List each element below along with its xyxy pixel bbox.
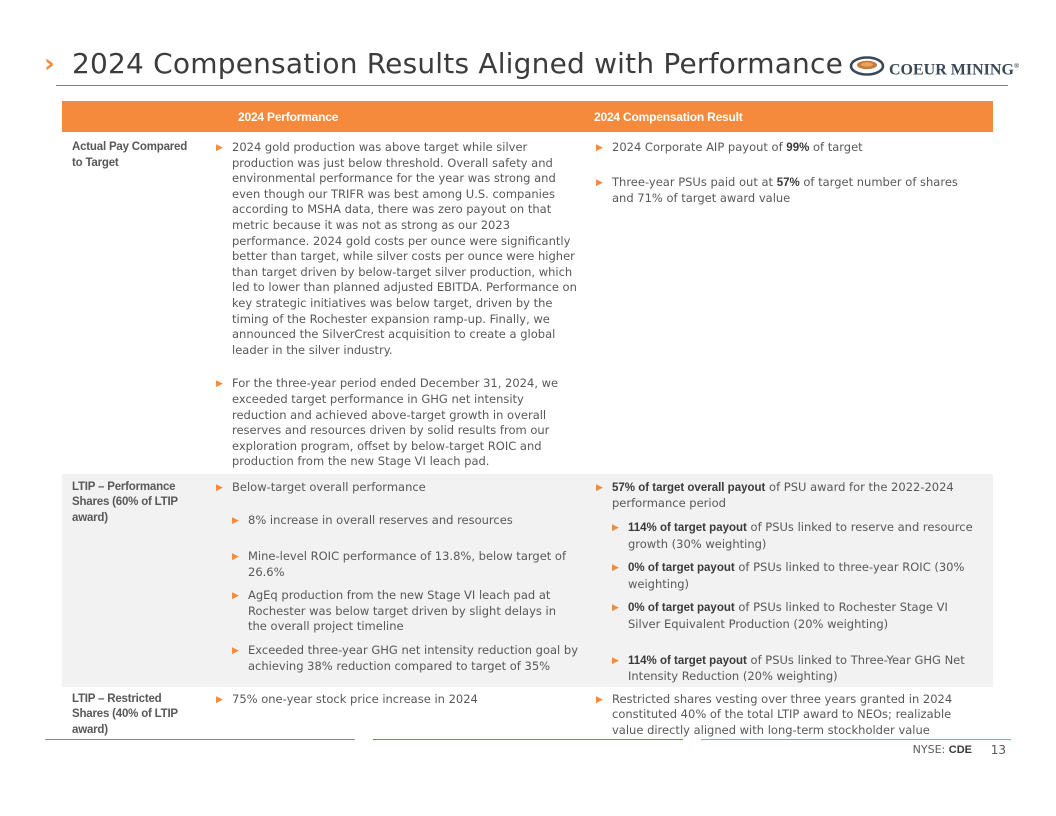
bullet-item: ▶ Restricted shares vesting over three years granted in 2024 constituted 40% of the total LTIP award to NEOs; realizable value directly aligned with long-term stockholder value (596, 692, 981, 739)
compensation-table (62, 101, 993, 739)
chevron-right-icon: › (44, 49, 55, 79)
footer-divider (701, 739, 1011, 740)
table-row-performance-shares (62, 474, 993, 687)
slide-header (42, 44, 1020, 86)
result-cell (592, 474, 993, 687)
bullet-item: ▶ 57% of target overall payout of PSU award for the 2022-2024 performance period (596, 480, 981, 512)
footer-divider (45, 739, 355, 740)
page-title: 2024 Compensation Results Aligned with Performance (72, 47, 844, 80)
result-cell (592, 132, 993, 474)
bullet-item: ▶ For the three-year period ended December 31, 2024, we exceeded target performance in GHG net intensity reduction and achieved above-target growth in overall reserves and resources driven by solid results from our exploration program, offset by below-target ROIC and production from the new Stage VI leach pad. (216, 376, 578, 470)
logo-emblem-icon (849, 52, 885, 78)
bullet-item: ▶ Three-year PSUs paid out at 57% of target number of shares and 71% of target award value (596, 175, 981, 207)
performance-cell (212, 132, 592, 474)
column-header-result: 2024 Compensation Result (592, 101, 993, 132)
registered-mark: ® (1013, 62, 1020, 70)
row-label: Actual Pay Compared to Target (72, 141, 188, 169)
result-cell (592, 687, 993, 739)
slide-footer (860, 743, 1008, 759)
logo-wordmark: COEUR MINING (889, 61, 1014, 79)
ticker-symbol: CDE (948, 744, 972, 756)
coeur-mining-logo (849, 52, 1020, 80)
row-label: LTIP – Restricted Shares (40% of LTIP award) (72, 692, 178, 736)
bullet-item: ▶ 2024 gold production was above target while silver production was just below threshold. Overall safety and environmental performance for the year was strong and even though our TRIFR was best among U.S. companies according to MSHA data, there was zero payout on that metric because it was not as strong as our 2023 performance. 2024 gold costs per ounce were significantly better than target, while silver costs per ounce were higher than target driven by below-target silver production, which led to lower than planned adjusted EBITDA. Performance on key strategic initiatives was below target, driven by the timing of the Rochester expansion ramp-up. Finally, we announced the SilverCrest acquisition to create a global leader in the silver industry. (216, 140, 578, 358)
column-header-blank (62, 101, 212, 132)
sub-bullet-item: ▶ Mine-level ROIC performance of 13.8%, below target of 26.6% (232, 549, 578, 580)
sub-bullet-item: ▶ Exceeded three-year GHG net intensity reduction goal by achieving 38% reduction compared to target of 35% (232, 643, 578, 674)
performance-cell (212, 687, 592, 739)
performance-cell (212, 474, 592, 687)
sub-bullet-item: ▶ 114% of target payout of PSUs linked to reserve and resource growth (30% weighting) (612, 520, 981, 552)
page-number: 13 (990, 743, 1006, 757)
table-row-actual-pay (62, 132, 993, 474)
exchange-label: NYSE: (912, 743, 949, 756)
sub-bullet-item: ▶ 114% of target payout of PSUs linked to Three-Year GHG Net Intensity Reduction (20% weighting) (612, 653, 981, 685)
sub-bullet-item: ▶ 0% of target payout of PSUs linked to three-year ROIC (30% weighting) (612, 560, 981, 592)
bullet-item: ▶ 75% one-year stock price increase in 2024 (216, 692, 578, 708)
sub-bullet-item: ▶ 0% of target payout of PSUs linked to Rochester Stage VI Silver Equivalent Production (20% weighting) (612, 600, 981, 632)
sub-bullet-item: ▶ AgEq production from the new Stage VI leach pad at Rochester was below target driven by slight delays in the overall project timeline (232, 588, 578, 635)
row-label: LTIP – Performance Shares (60% of LTIP award) (62, 474, 212, 687)
table-header-row (62, 101, 993, 132)
footer-divider (373, 739, 683, 740)
sub-bullet-item: ▶ 8% increase in overall reserves and resources (232, 513, 578, 529)
header-divider (56, 85, 1008, 86)
bullet-item: ▶ 2024 Corporate AIP payout of 99% of target (596, 140, 981, 157)
bullet-item: ▶ Below-target overall performance (216, 480, 578, 496)
column-header-performance: 2024 Performance (212, 101, 592, 132)
table-row-restricted-shares (62, 687, 993, 739)
